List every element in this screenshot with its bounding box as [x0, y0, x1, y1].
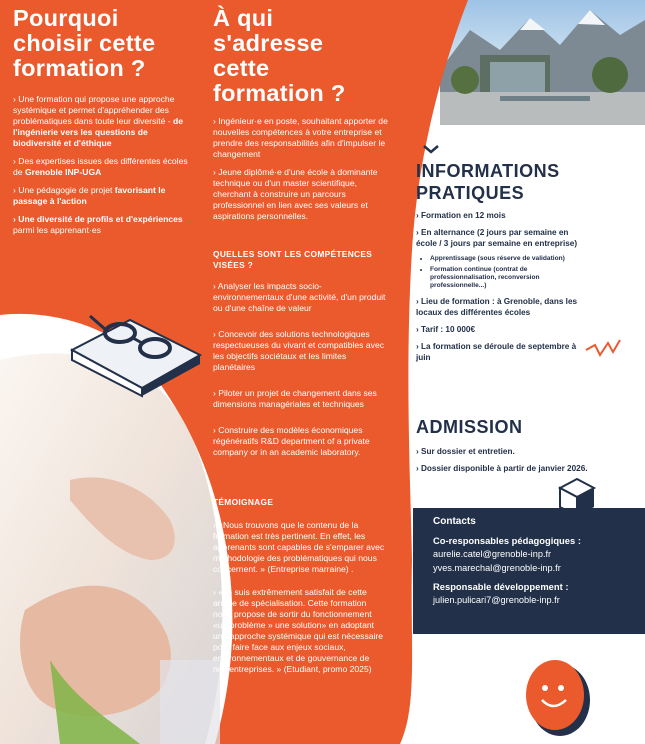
email-link[interactable]: julien.pulicari7@grenoble-inp.fr [433, 595, 560, 605]
admission-list [416, 446, 591, 480]
why-item: › Une diversité de profils et d'expériences parmi les apprenant·es [13, 214, 183, 235]
audience-list [213, 116, 388, 229]
why-item: › Une formation qui propose une approche systémique et permet d'appréhender des problématiques dans toute leur diversité - de l'ingénierie vers les questions de biodiversité et d'éthique [13, 94, 184, 148]
info-item: › La formation se déroule de septembre à juin [416, 342, 577, 362]
skill-item: › Concevoir des solutions technologiques respectueuses du vivant et compatibles avec les objectifs sociétaux et les limites planétaires [213, 329, 385, 372]
info-subitem: • Formation continue (contrat de professionnalisation, reconversion professionnelle...) [430, 266, 591, 290]
info-subitem: • Apprentissage (sous réserve de validation) [430, 255, 591, 263]
skill-item: › Construire des modèles économiques régénératifs R&D department of a private company or in an academic laboratory. [213, 425, 370, 457]
testimony-item: › «Nous trouvons que le contenu de la formation est très pertinent. En effet, les apprenants sont capables de s'emparer avec méthodologie des problématiques qui nous concernent. » (Entreprise marraine) . [213, 520, 385, 574]
why-item: › Une pédagogie de projet favorisant le passage à l'action [13, 185, 166, 206]
audience-heading: À qui s'adresse cette formation ? [213, 5, 346, 106]
testimony-list [213, 520, 385, 682]
contacts-title: Contacts [433, 516, 476, 527]
pedagogical-label: Co-responsables pédagogiques : [433, 535, 581, 546]
info-sublist [416, 255, 591, 290]
admission-item: › Dossier disponible à partir de janvier 2026. [416, 464, 588, 473]
info-item: › Lieu de formation : à Grenoble, dans les locaux des différentes écoles [416, 297, 578, 317]
testimony-heading: TÉMOIGNAGE [213, 497, 274, 507]
contacts-box [413, 508, 645, 634]
email-link[interactable]: yves.marechal@grenoble-inp.fr [433, 563, 561, 573]
skill-item: › Piloter un projet de changement dans ses dimensions managériales et techniques [213, 388, 377, 409]
development-label: Responsable développement : [433, 581, 569, 592]
info-list [416, 210, 591, 369]
why-list [13, 94, 193, 243]
info-item: › Formation en 12 mois [416, 211, 506, 220]
why-item: › Des expertises issues des différentes écoles de Grenoble INP-UGA [13, 156, 188, 177]
smiley-illustration [526, 660, 590, 736]
campus-photo [440, 0, 645, 125]
info-heading: INFORMATIONS PRATIQUES [416, 161, 560, 203]
testimony-item: › «Je suis extrêmement satisfait de cette année de spécialisation. Cette formation nous propose de sortir du fonctionnement «un problème » une solution» en adoptant une approche systémique qui est nécessaire pour faire face aux enjeux sociaux, environnementaux et de gouvernance de nos entreprises. » (Etudiant, promo 2025) [213, 587, 384, 674]
why-heading: Pourquoi choisir cette formation ? [13, 5, 156, 81]
skill-item: › Analyser les impacts socio-environnementaux d'une activité, d'un produit ou d'une chaîne de valeur [213, 281, 386, 313]
admission-heading: ADMISSION [416, 417, 523, 437]
skills-heading: QUELLES SONT LES COMPÉTENCES VISÉES ? [213, 249, 373, 270]
audience-item: › Jeune diplômé·e d'une école à dominante technique ou d'un master scientifique, cherchant à construire un parcours professionnel en lien avec ses valeurs et aspirations personnelles. [213, 167, 378, 221]
audience-item: › Ingénieur·e en poste, souhaitant apporter de nouvelles compétences à votre entreprise et prendre des responsabilités afin d'impulser le changement [213, 116, 388, 159]
skills-list [213, 281, 388, 465]
admission-item: › Sur dossier et entretien. [416, 447, 515, 456]
info-item: › Tarif : 10 000€ [416, 325, 476, 334]
decorative-chevron [424, 146, 438, 152]
info-item: › En alternance (2 jours par semaine en école / 3 jours par semaine en entreprise) [416, 228, 578, 248]
decorative-zigzag [586, 340, 620, 355]
email-link[interactable]: aurelie.catel@grenoble-inp.fr [433, 549, 552, 559]
